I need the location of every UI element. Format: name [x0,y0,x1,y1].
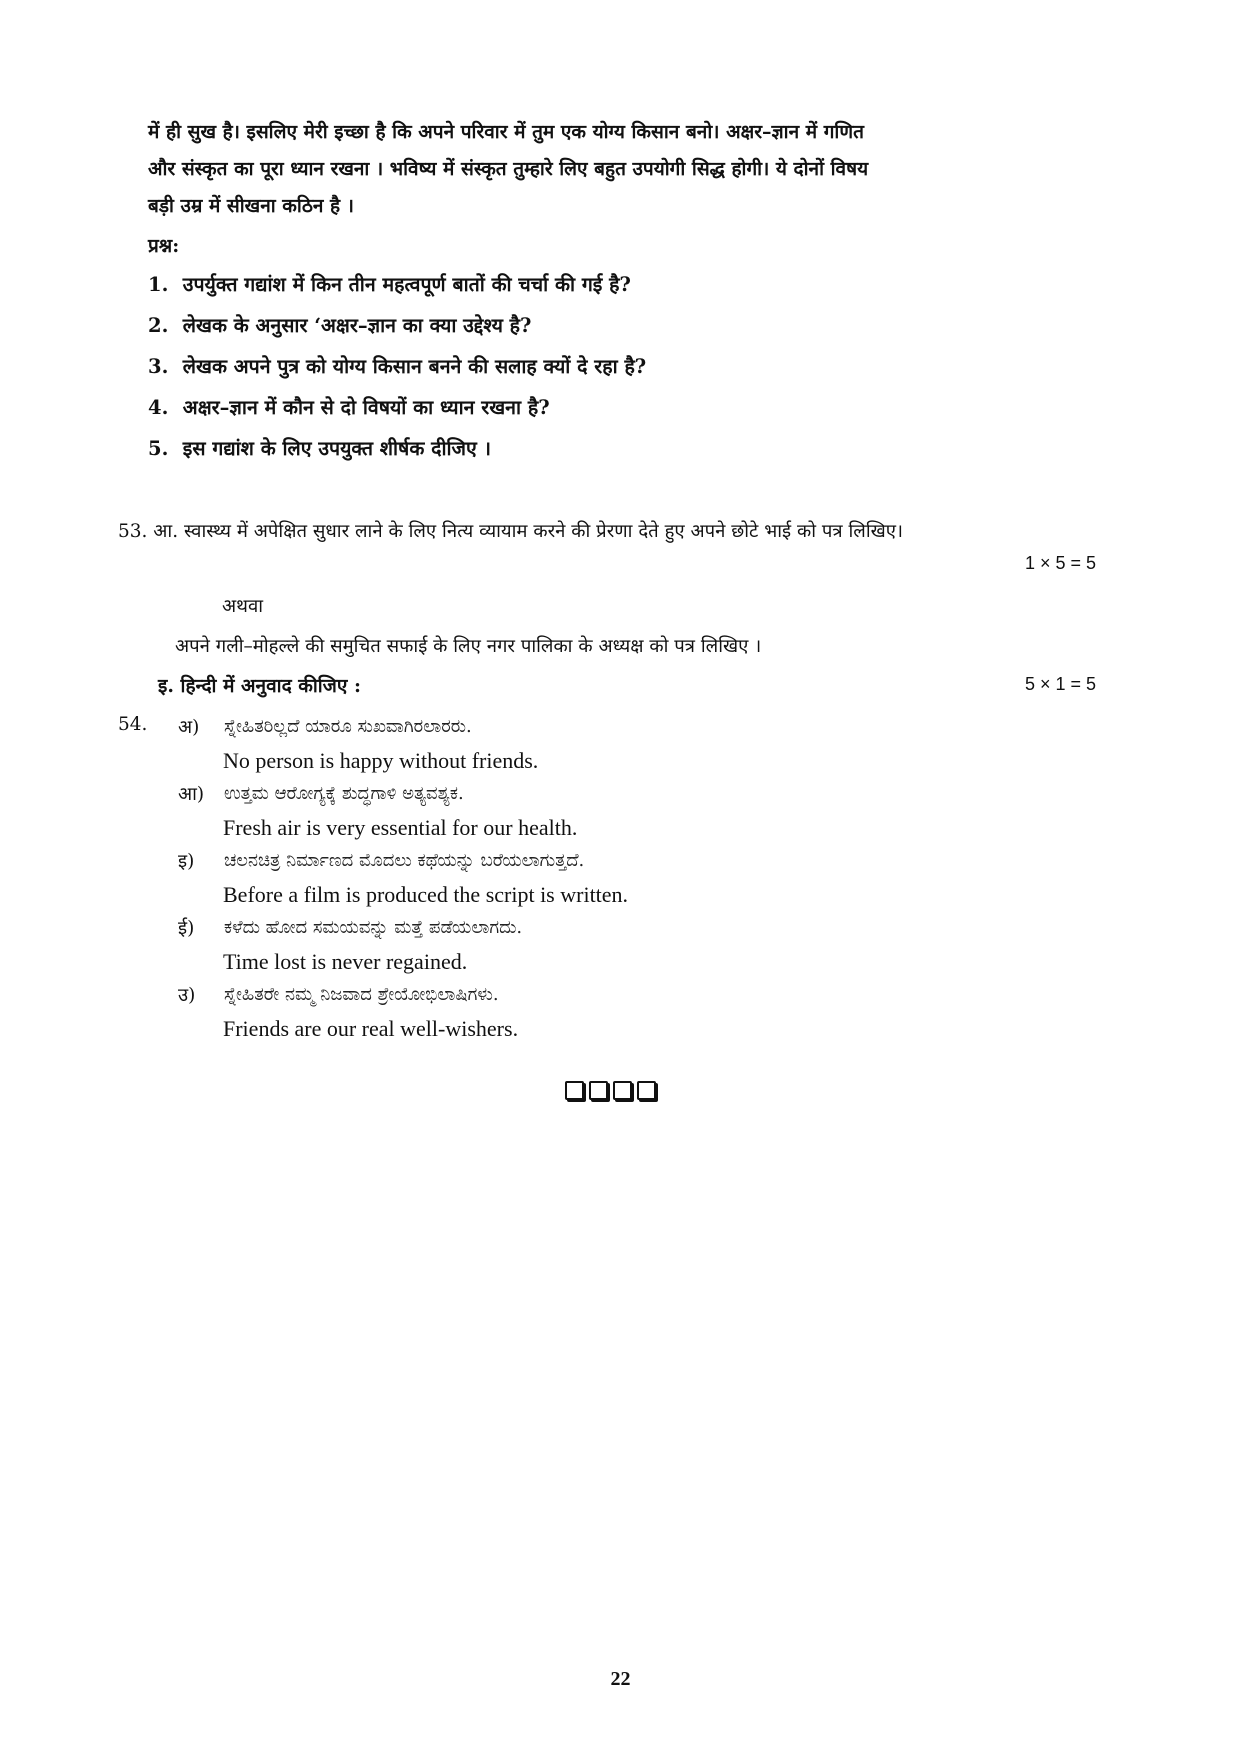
page-number: 22 [610,1668,631,1690]
english-translation: Friends are our real well-wishers. [223,1016,519,1041]
question-text: उपर्युक्त गद्यांश में किन तीन महत्वपूर्ण बातों की चर्चा की गई है? [182,273,631,296]
english-translation: Before a film is produced the script is written. [223,882,629,907]
english-translation: No person is happy without friends. [223,748,539,773]
passage [148,114,1098,225]
english-translation: Fresh air is very essential for our health. [223,815,578,840]
passage-line: बड़ी उम्र में सीखना कठिन है । [148,195,354,217]
kannada-sentence: ಸ್ನೇಹಿತರಿಲ್ಲದೆ ಯಾರೂ ಸುಖವಾಗಿರಲಾರರು. [224,716,472,737]
question-item [148,393,1068,434]
question-number: 3. [148,355,169,378]
end-box-icon [613,1081,632,1100]
question-54-number: 54. [118,714,148,735]
end-box-icon [637,1081,656,1100]
kannada-sentence: ಉತ್ತಮ ಆರೋಗ್ಯಕ್ಕೆ ಶುದ್ಧಗಾಳಿ ಅತ್ಯವಶ್ಯಕ. [224,783,464,804]
question-list [148,270,1068,475]
question-item [148,352,1068,393]
question-53-text: 53. आ. स्वास्थ्य में अपेक्षित सुधार लाने के लिए नित्य व्यायाम करने की प्रेरणा देते हुए अपने छोटे भाई को पत्र लिखिए। [118,521,904,542]
question-item [148,311,1068,352]
translation-item-label: अ) [178,717,200,738]
translation-item-label: इ) [178,851,195,872]
question-text: अक्षर–ज्ञान में कौन से दो विषयों का ध्यान रखना है? [182,396,550,419]
translation-marks: 5 × 1 = 5 [1024,674,1096,694]
question-text: इस गद्यांश के लिए उपयुक्त शीर्षक दीजिए । [182,437,491,460]
end-marker [565,1081,656,1100]
question-53-marks: 1 × 5 = 5 [1024,553,1096,573]
translation-item-label: ई) [178,918,195,939]
translation-item-label: आ) [178,784,205,805]
end-box-icon [565,1081,584,1100]
question-53-alternative: अपने गली–मोहल्ले की समुचित सफाई के लिए नगर पालिका के अध्यक्ष को पत्र लिखिए । [175,636,762,657]
translation-instruction: इ. हिन्दी में अनुवाद कीजिए : [158,675,361,697]
question-item [148,434,1068,475]
passage-line: और संस्कृत का पूरा ध्यान रखना । भविष्य में संस्कृत तुम्हारे लिए बहुत उपयोगी सिद्ध होगी। ये दोनों विषय [148,158,869,180]
end-box-icon [589,1081,608,1100]
english-translation: Time lost is never regained. [223,949,468,974]
translation-item-label: उ) [178,985,196,1006]
kannada-sentence: ಚಲನಚಿತ್ರ ನಿರ್ಮಾಣದ ಮೊದಲು ಕಥೆಯನ್ನು ಬರೆಯಲಾಗುತ್ತದೆ. [224,850,585,871]
question-text: लेखक के अनुसार ‘अक्षर–ज्ञान का क्या उद्देश्य है? [182,314,532,337]
questions-heading: प्रश्न: [148,235,180,257]
kannada-sentence: ಸ್ನೇಹಿತರೇ ನಮ್ಮ ನಿಜವಾದ ಶ್ರೇಯೋಭಿಲಾಷಿಗಳು. [224,984,499,1005]
question-number: 2. [148,314,169,337]
question-number: 5. [148,437,169,460]
question-item [148,270,1068,311]
or-label: अथवा [222,596,264,617]
passage-line: में ही सुख है। इसलिए मेरी इच्छा है कि अपने परिवार में तुम एक योग्य किसान बनो। अक्षर–ज्ञान में गणित [148,121,864,143]
kannada-sentence: ಕಳೆದು ಹೋದ ಸಮಯವನ್ನು ಮತ್ತೆ ಪಡೆಯಲಾಗದು. [224,917,523,938]
question-text: लेखक अपने पुत्र को योग्य किसान बनने की सलाह क्यों दे रहा है? [182,355,647,378]
question-number: 4. [148,396,169,419]
question-number: 1. [148,273,169,296]
